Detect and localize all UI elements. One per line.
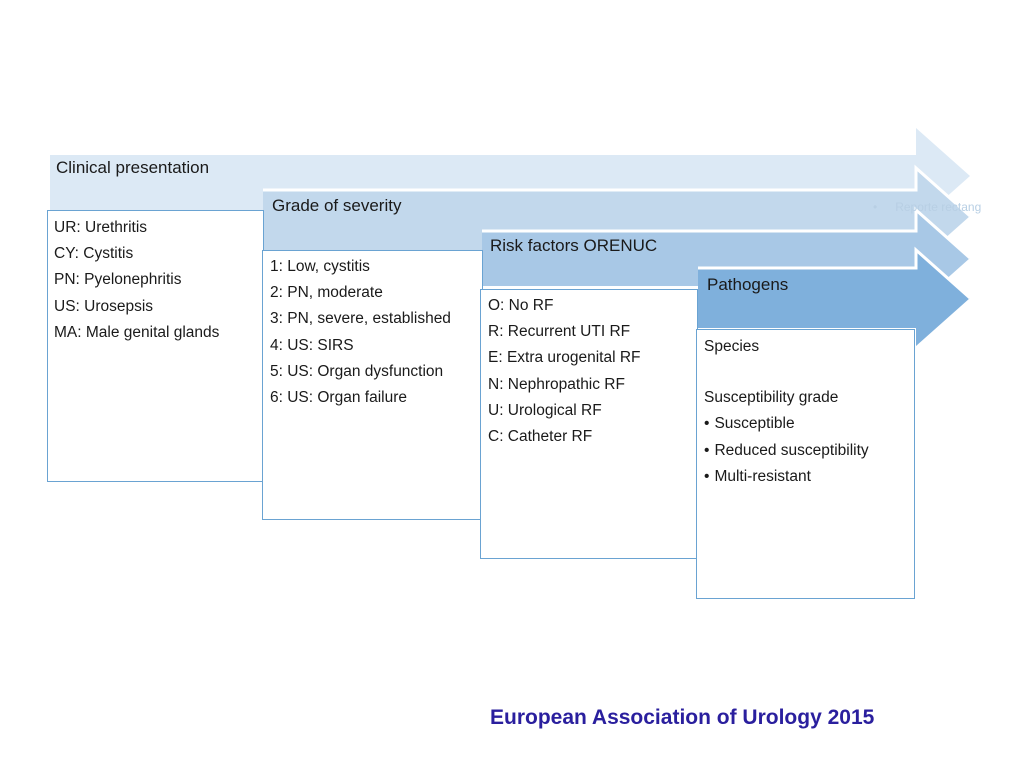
list-pathogens (697, 330, 914, 492)
list-spacer (704, 362, 914, 387)
list-item: 5: US: Organ dysfunction (270, 362, 444, 380)
list-risk-factors (481, 290, 697, 452)
list-item: 4: US: SIRS (270, 336, 354, 354)
list-item: Species (704, 338, 760, 355)
list-item: 6: US: Organ failure (270, 388, 407, 406)
faint-overlay-text: Reporte rectang (895, 200, 982, 214)
list-item: 2: PN, moderate (270, 284, 383, 302)
band-title-grade-of-severity: Grade of severity (272, 196, 402, 215)
list-item: • Reduced susceptibility (704, 440, 914, 466)
list-item: UR: Urethritis (54, 219, 148, 236)
list-item: O: No RF (488, 297, 554, 314)
list-item: • Multi-resistant (704, 466, 914, 492)
panel-pathogens (696, 329, 915, 599)
band-title-risk-factors: Risk factors ORENUC (490, 236, 658, 255)
list-item: 1: Low, cystitis (270, 258, 370, 275)
panel-clinical-presentation (47, 210, 264, 482)
band-title-pathogens: Pathogens (707, 275, 789, 294)
panel-risk-factors (480, 289, 698, 559)
list-item: • Susceptible (704, 413, 914, 439)
list-item: N: Nephropathic RF (488, 375, 625, 393)
list-grade-of-severity (263, 251, 482, 413)
panel-grade-of-severity (262, 250, 483, 520)
list-item: E: Extra urogenital RF (488, 349, 641, 367)
list-clinical-presentation (48, 211, 263, 348)
list-item: CY: Cystitis (54, 245, 134, 263)
list-item: 3: PN, severe, established (270, 310, 451, 328)
list-item: US: Urosepsis (54, 297, 154, 315)
list-item: MA: Male genital glands (54, 323, 220, 341)
list-item: R: Recurrent UTI RF (488, 323, 631, 341)
list-item: PN: Pyelonephritis (54, 271, 182, 289)
list-item: U: Urological RF (488, 401, 602, 419)
list-item: C: Catheter RF (488, 427, 593, 445)
faint-overlay-bullet: • (873, 200, 878, 214)
faint-overlay-label (873, 200, 981, 214)
list-item: Susceptibility grade (704, 389, 839, 407)
band-title-clinical-presentation: Clinical presentation (56, 158, 210, 177)
footer-credit: European Association of Urology 2015 (490, 706, 875, 729)
